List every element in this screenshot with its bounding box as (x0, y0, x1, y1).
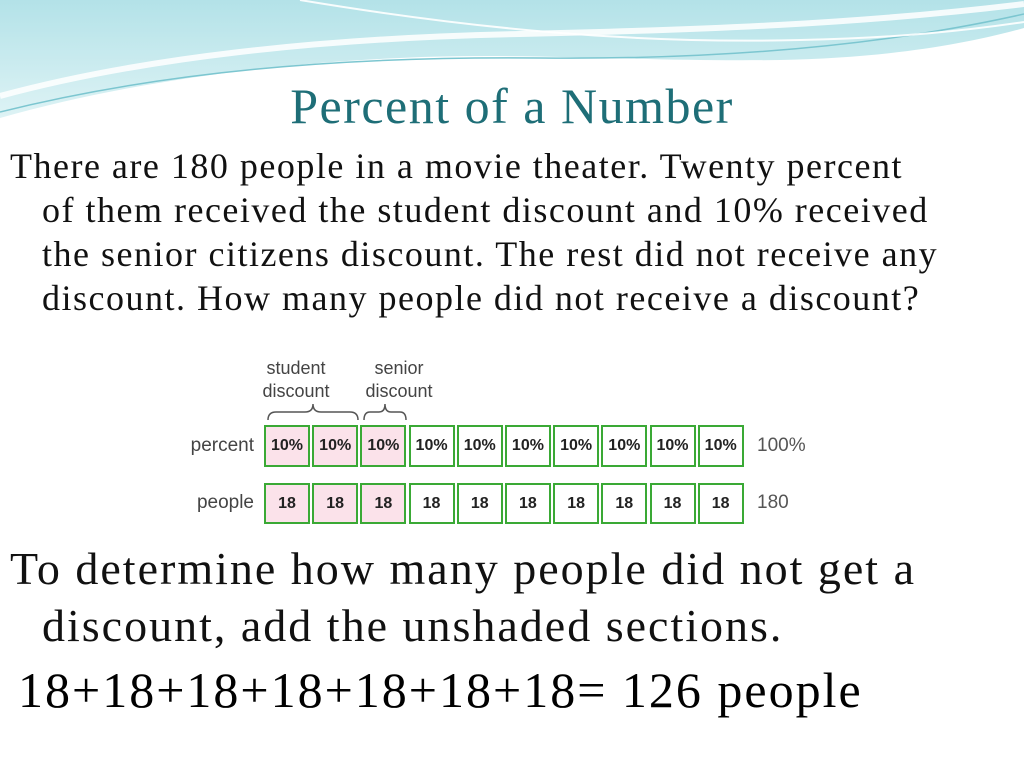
people-cell: 18 (505, 483, 551, 524)
percent-cell: 10% (409, 425, 455, 467)
people-cell: 18 (601, 483, 647, 524)
student-discount-label-line: discount (262, 381, 330, 401)
people-cell: 18 (457, 483, 503, 524)
explanation-line: discount, add the unshaded sections. (42, 600, 784, 651)
people-cell: 18 (698, 483, 744, 524)
problem-line: discount. How many people did not receive a discount? (42, 278, 921, 318)
brace-path (364, 404, 406, 420)
people-cell: 18 (312, 483, 358, 524)
slide-title: Percent of a Number (290, 78, 734, 134)
problem-text (0, 144, 1024, 320)
brace-path (268, 404, 358, 420)
percent-cell: 10% (553, 425, 599, 467)
student-discount-label-line: student (266, 358, 326, 378)
senior-discount-label-line: discount (365, 381, 433, 401)
percent-cell: 10% (264, 425, 310, 467)
student-discount-brace (266, 402, 360, 422)
percent-cell: 10% (650, 425, 696, 467)
percent-row-total: 100% (757, 435, 806, 456)
percent-cell: 10% (698, 425, 744, 467)
percent-cell: 10% (457, 425, 503, 467)
people-row-label: people (196, 492, 254, 513)
senior-discount-label (351, 357, 447, 403)
people-cell: 18 (360, 483, 406, 524)
problem-line: There are 180 people in a movie theater. Twenty percent (10, 146, 903, 186)
percent-cell: 10% (601, 425, 647, 467)
percent-row-label: percent (190, 435, 254, 456)
explanation-text (0, 540, 1024, 654)
people-row (264, 483, 744, 524)
people-cell: 18 (264, 483, 310, 524)
answer-equation: 18+18+18+18+18+18+18= 126 people (18, 662, 863, 718)
people-cell: 18 (409, 483, 455, 524)
problem-line: the senior citizens discount. The rest did not receive any (42, 234, 939, 274)
explanation-line: To determine how many people did not get a (10, 543, 917, 594)
percent-cell: 10% (360, 425, 406, 467)
people-cell: 18 (553, 483, 599, 524)
people-row-total: 180 (757, 492, 789, 513)
senior-discount-brace (362, 402, 408, 422)
problem-line: of them received the student discount and 10% received (42, 190, 929, 230)
percent-cell: 10% (312, 425, 358, 467)
senior-discount-label-line: senior (374, 358, 424, 378)
percent-cell: 10% (505, 425, 551, 467)
people-cell: 18 (650, 483, 696, 524)
percent-row (264, 425, 744, 467)
student-discount-label (248, 357, 344, 403)
bar-model-diagram (148, 350, 835, 532)
